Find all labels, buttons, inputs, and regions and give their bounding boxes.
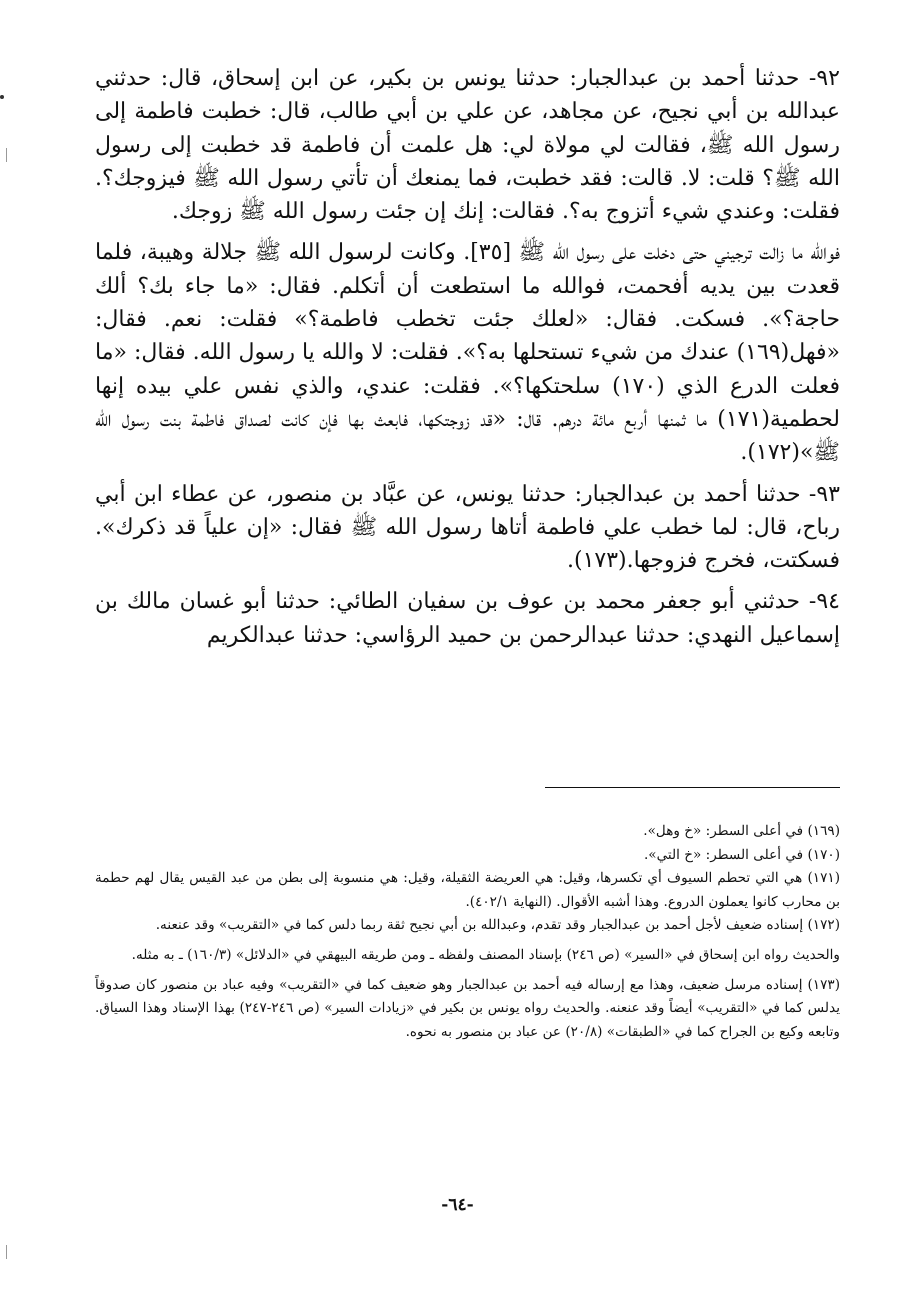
footnote-172-continuation: والحديث رواه ابن إسحاق في «السير» (ص ٢٤٦) بإسناد المصنف ولفظه ـ ومن طريقه البيهقي في «الدلائل» (١٦٠/٣) ـ به مثله.	[131, 946, 840, 963]
footnote-173: (١٧٣) إسناده مرسل ضعيف، وهذا مع إرساله فيه أحمد بن عبدالجبار وهو ضعيف كما في «التقريب» وفيه عباد بن منصور كان صدوقاً يدلس كما في «التقريب» أيضاً وقد عنعنه. والحديث رواه يونس بن بكير في «زيادات السير» (ص ٢٤٦-٢٤٧) بهذا الإسناد وهذا السياق. وتابعه وكيع بن الجراح كما في «الطبقات» (٢٠/٨) عن عباد بن منصور به نحوه.	[95, 976, 840, 1040]
footnote-169: (١٦٩) في أعلى السطر: «خ وهل».	[643, 823, 840, 839]
scan-margin-dot	[0, 95, 4, 99]
main-text	[95, 62, 840, 652]
scan-margin-tick	[6, 148, 7, 162]
hadith-92-continuation-paragraph: فوالله ما زالت ترجيني حتى دخلت على رسول الله ﷺ [٣٥]. وكانت لرسول الله ﷺ جلالة وهيبة، فلما قعدت بين يديه أفحمت، فوالله ما استطعت أن أتكلم. فقال: «ما جاء بك؟ ألك حاجة؟». فسكت. فقال: «لعلك جئت تخطب فاطمة؟» فقلت: نعم. فقال: «فهل(١٦٩) عندك من شيء تستحلها به؟». فقلت: لا والله يا رسول الله. فقال: «ما فعلت الدرع الذي (١٧٠) سلحتكها؟». فقلت: عندي، والذي نفس علي بيده إنها لحطمية(١٧١) ما ثمنها أربع مائة درهم. قال: «قد زوجتكها، فابعث بها فإن كانت لصداق فاطمة بنت رسول الله ﷺ»(١٧٢).	[95, 240, 840, 466]
footnote-divider	[545, 787, 840, 788]
footnote-170: (١٧٠) في أعلى السطر: «خ التي».	[643, 846, 840, 863]
footnotes	[95, 820, 840, 1044]
footnote-171: (١٧١) هي التي تحطم السيوف أي تكسرها، وقيل: هي العريضة الثقيلة، وقيل: هي منسوبة إلى بطن من عبد القيس يقال لهم حطمة بن محارب كانوا يعملون الدروع. وهذا أشبه الأقوال. (النهاية ٤٠٢/١).	[95, 870, 840, 910]
footnote-172: (١٧٢) إسناده ضعيف لأجل أحمد بن عبدالجبار وقد تقدم، وعبدالله بن أبي نجيح ثقة ربما دلس كما في «التقريب» وقد عنعنه.	[155, 917, 840, 934]
hadith-92-paragraph: ٩٢- حدثنا أحمد بن عبدالجبار: حدثنا يونس بن بكير، عن ابن إسحاق، قال: حدثني عبدالله بن أبي نجيح، عن مجاهد، عن علي بن أبي طالب، قال: خطبت فاطمة إلى رسول الله ﷺ، فقالت لي مولاة لي: هل علمت أن فاطمة قد خطبت إلى رسول الله ﷺ؟ قلت: لا. قالت: فقد خطبت، فما يمنعك أن تأتي رسول الله ﷺ فيزوجك؟. فقلت: وعندي شيء أتزوج به؟. فقالت: إنك إن جئت رسول الله ﷺ زوجك.	[95, 66, 840, 225]
hadith-93-paragraph: ٩٣- حدثنا أحمد بن عبدالجبار: حدثنا يونس، عن عبَّاد بن منصور، عن عطاء ابن أبي رباح، قال: لما خطب علي فاطمة أتاها رسول الله ﷺ فقال: «إن علياً قد ذكرك». فسكتت، فخرج فزوجها.(١٧٣).	[95, 481, 840, 574]
hadith-94-paragraph: ٩٤- حدثني أبو جعفر محمد بن عوف بن سفيان الطائي: حدثنا أبو غسان مالك بن إسماعيل النهدي: حدثنا عبدالرحمن بن حميد الرؤاسي: حدثنا عبدالكريم	[95, 589, 840, 648]
scan-margin-tick-bottom	[6, 1245, 7, 1259]
page-number: -٦٤-	[441, 1195, 474, 1215]
